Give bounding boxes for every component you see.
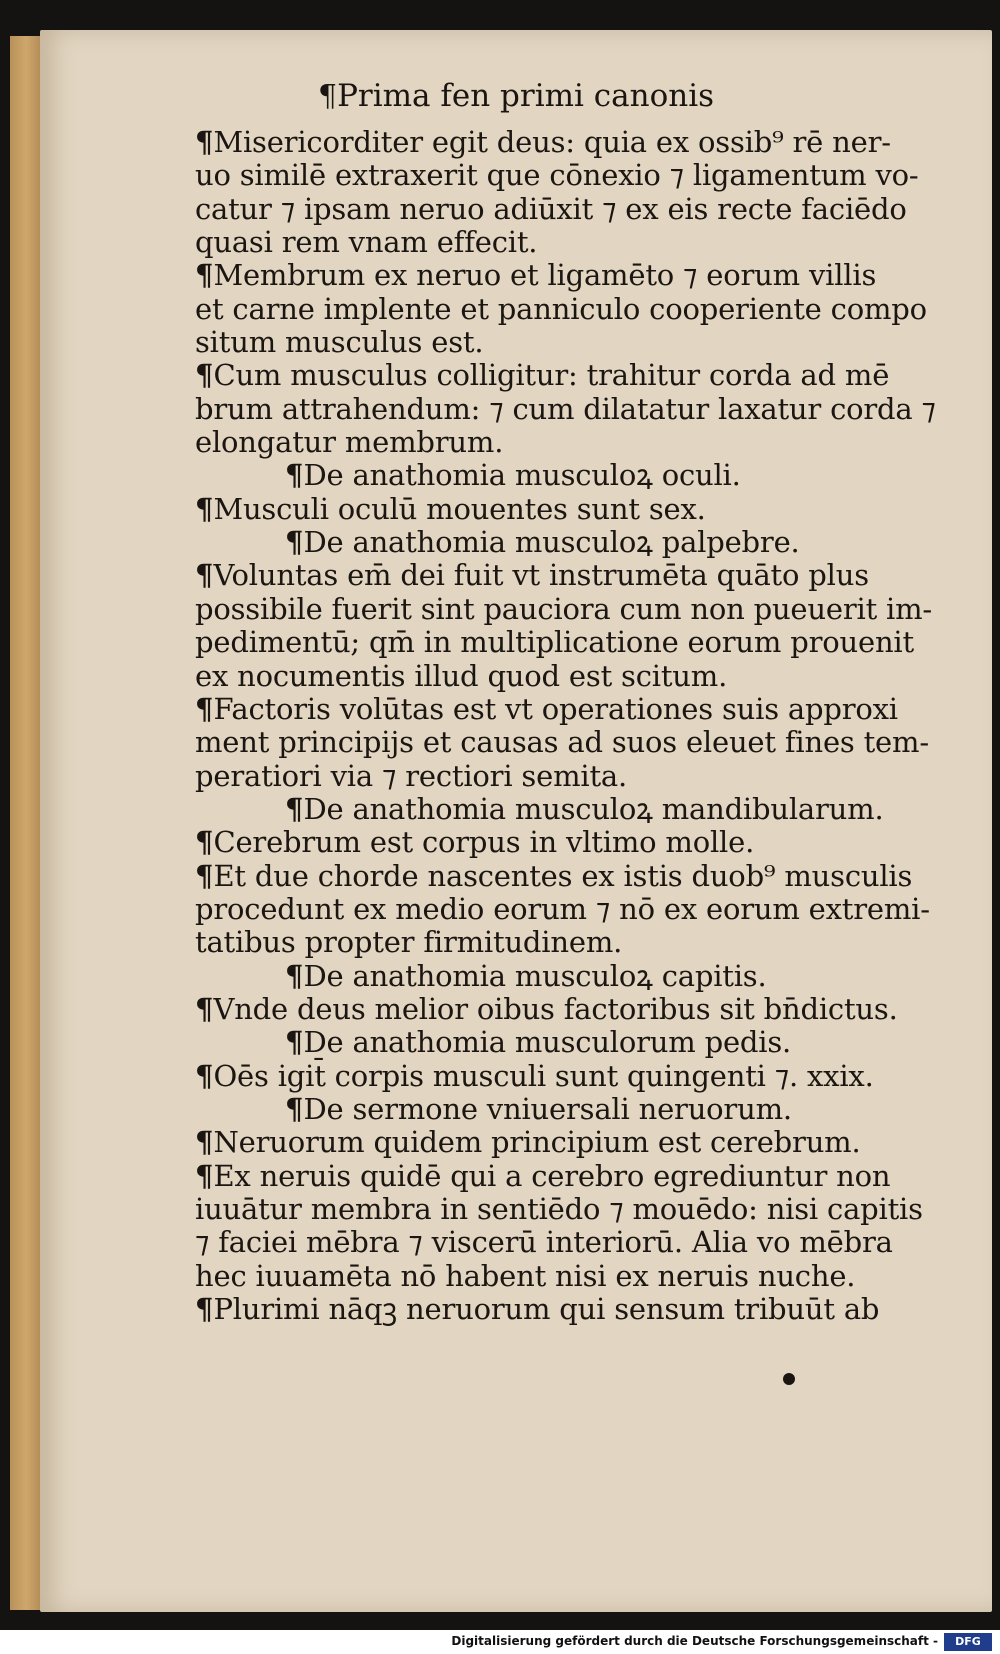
paragraph-mark: ¶ <box>195 691 210 726</box>
line-text: tatibus propter firmitudinem. <box>195 925 623 960</box>
text-line <box>195 1160 965 1193</box>
text-line <box>195 1226 965 1259</box>
section-heading <box>195 1093 965 1126</box>
paragraph-mark: ¶ <box>195 491 210 526</box>
text-line <box>195 926 965 959</box>
text-line <box>195 960 965 993</box>
section-heading <box>195 960 965 993</box>
line-text: et carne implente et panniculo cooperiente compo <box>195 291 927 326</box>
text-line <box>195 326 965 359</box>
line-text: elongatur membrum. <box>195 425 504 460</box>
line-text: Ex neruis quidē qui a cerebro egrediuntur non <box>213 1158 891 1193</box>
paragraph <box>195 1060 965 1093</box>
text-line <box>195 893 965 926</box>
line-text: De anathomia musculorum pedis. <box>303 1025 792 1060</box>
text-line <box>195 526 965 559</box>
line-text: Oēs igit̄ corpis musculi sunt quingenti ⁊. xxix. <box>213 1058 874 1093</box>
line-text: ment principijs et causas ad suos eleuet fines tem- <box>195 725 929 760</box>
text-line <box>195 660 965 693</box>
paragraph <box>195 559 965 692</box>
paragraph-mark: ¶ <box>285 958 300 993</box>
text-line <box>195 760 965 793</box>
line-text: De anathomia musculoꝝ oculi. <box>303 458 741 493</box>
text-line <box>195 1026 965 1059</box>
text-line <box>195 126 965 159</box>
running-head-text: Prima fen primi canonis <box>337 78 715 114</box>
text-line <box>195 1060 965 1093</box>
text-line <box>195 1093 965 1126</box>
text-line <box>195 226 965 259</box>
text-line <box>195 793 965 826</box>
text-line <box>195 159 965 192</box>
paragraph-mark: ¶ <box>195 258 210 293</box>
line-text: Musculi oculū mouentes sunt sex. <box>213 491 706 526</box>
line-text: uo similē extraxerit que cōnexio ⁊ ligamentum vo- <box>195 158 919 193</box>
footer-credit: Digitalisierung gefördert durch die Deutsche Forschungsgemeinschaft - <box>451 1634 938 1648</box>
paragraph-mark: ¶ <box>285 791 300 826</box>
line-text: ex nocumentis illud quod est scitum. <box>195 658 728 693</box>
running-head <box>40 78 992 114</box>
section-heading <box>195 1026 965 1059</box>
paragraph <box>195 1293 965 1326</box>
text-line <box>195 626 965 659</box>
paragraph-mark: ¶ <box>285 1025 300 1060</box>
paragraph-mark: ¶ <box>195 1058 210 1093</box>
text-line <box>195 693 965 726</box>
line-text: quasi rem vnam effecit. <box>195 225 538 260</box>
line-text: Factoris volūtas est vt operationes suis approxi <box>213 691 898 726</box>
paragraph <box>195 126 965 259</box>
paragraph <box>195 1160 965 1293</box>
text-line <box>195 860 965 893</box>
line-text: peratiori via ⁊ rectiori semita. <box>195 758 628 793</box>
text-line <box>195 493 965 526</box>
line-text: De sermone vniuersali neruorum. <box>303 1091 792 1126</box>
text-line <box>195 1126 965 1159</box>
paragraph <box>195 826 965 859</box>
text-line <box>195 559 965 592</box>
paragraph-mark: ¶ <box>195 1125 210 1160</box>
paragraph-mark: ¶ <box>195 125 210 159</box>
paragraph-mark: ¶ <box>195 558 210 593</box>
paragraph-mark: ¶ <box>195 1158 210 1193</box>
ink-dot <box>783 1373 795 1385</box>
paragraph <box>195 359 965 459</box>
section-heading <box>195 793 965 826</box>
line-text: Plurimi nāqꝫ neruorum qui sensum tribuūt ab <box>213 1292 880 1327</box>
text-line <box>195 193 965 226</box>
text-line <box>195 359 965 392</box>
line-text: ⁊ faciei mēbra ⁊ viscerū interiorū. Alia vo mēbra <box>195 1225 893 1260</box>
line-text: situm musculus est. <box>195 325 484 360</box>
paragraph-mark: ¶ <box>285 1091 300 1126</box>
footer-bar <box>0 1630 1000 1654</box>
line-text: pedimentū; qm̄ in multiplicatione eorum prouenit <box>195 625 914 660</box>
paragraph <box>195 993 965 1026</box>
line-text: Cum musculus colligitur: trahitur corda ad mē <box>213 358 890 393</box>
paragraph <box>195 1126 965 1159</box>
paragraph <box>195 860 965 960</box>
text-line <box>195 726 965 759</box>
paragraph <box>195 493 965 526</box>
line-text: De anathomia musculoꝝ mandibularum. <box>303 791 884 826</box>
line-text: catur ⁊ ipsam neruo adiūxit ⁊ ex eis recte faciēdo <box>195 191 907 226</box>
dfg-logo: DFG <box>944 1633 992 1651</box>
line-text: Voluntas em̄ dei fuit vt instrumēta quāto plus <box>213 558 869 593</box>
paragraph-mark: ¶ <box>285 458 300 493</box>
text-line <box>195 1293 965 1326</box>
section-heading <box>195 459 965 492</box>
line-text: Membrum ex neruo et ligamēto ⁊ eorum villis <box>213 258 877 293</box>
line-text: De anathomia musculoꝝ capitis. <box>303 958 767 993</box>
paragraph-mark: ¶ <box>285 525 300 560</box>
line-text: hec iuuamēta nō habent nisi ex neruis nuche. <box>195 1258 856 1293</box>
paragraph <box>195 693 965 793</box>
text-line <box>195 993 965 1026</box>
text-line <box>195 426 965 459</box>
paragraph-mark: ¶ <box>195 858 210 893</box>
paragraph-mark: ¶ <box>195 358 210 393</box>
text-line <box>195 593 965 626</box>
line-text: Vnde deus melior oibus factoribus sit bn̄dictus. <box>213 991 898 1026</box>
text-line <box>195 259 965 292</box>
paragraph-mark: ¶ <box>195 991 210 1026</box>
text-body <box>195 126 965 1326</box>
text-line <box>195 393 965 426</box>
paragraph-mark: ¶ <box>195 825 210 860</box>
line-text: brum attrahendum: ⁊ cum dilatatur laxatur corda ⁊ <box>195 391 936 426</box>
section-heading <box>195 526 965 559</box>
line-text: procedunt ex medio eorum ⁊ nō ex eorum extremi- <box>195 891 930 926</box>
text-line <box>195 459 965 492</box>
line-text: Neruorum quidem principium est cerebrum. <box>213 1125 861 1160</box>
text-line <box>195 1193 965 1226</box>
text-line <box>195 1260 965 1293</box>
line-text: Cerebrum est corpus in vltimo molle. <box>213 825 755 860</box>
line-text: De anathomia musculoꝝ palpebre. <box>303 525 800 560</box>
text-line <box>195 826 965 859</box>
line-text: Et due chorde nascentes ex istis duob⁹ musculis <box>213 858 913 893</box>
book-page <box>40 30 992 1612</box>
text-line <box>195 293 965 326</box>
line-text: possibile fuerit sint pauciora cum non pueuerit im- <box>195 591 933 626</box>
line-text: iuuātur membra in sentiēdo ⁊ mouēdo: nisi capitis <box>195 1192 923 1226</box>
paragraph <box>195 259 965 359</box>
line-text: Misericorditer egit deus: quia ex ossib⁹ rē ner- <box>213 125 891 159</box>
running-head-mark: ¶ <box>317 79 338 114</box>
paragraph-mark: ¶ <box>195 1292 210 1327</box>
